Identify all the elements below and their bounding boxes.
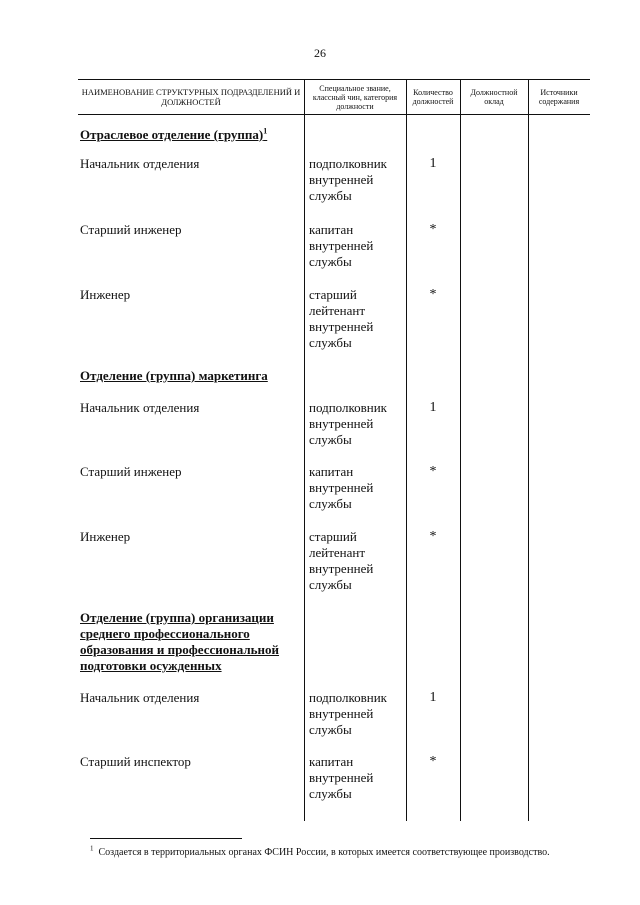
position-name: Начальник отделения [80,690,200,705]
section-title: Отделение (группа) маркетинга [80,368,268,383]
position-name: Начальник отделения [80,400,200,415]
position-count: * [429,222,437,237]
position-count: 1 [429,690,437,705]
position-count: * [429,529,437,544]
header-count-column: Количество должностей [412,88,454,106]
rank-text: старший лейтенант внутренней службы [309,287,374,350]
position-count: * [429,464,437,479]
footnote-mark: 1 [263,126,268,136]
position-count: * [429,754,437,769]
rank-text: старший лейтенант внутренней службы [309,529,374,592]
rank-text: капитан внутренней службы [309,464,374,511]
section-title: Отраслевое отделение (группа)$^1$ [80,126,268,142]
header-rank-column: Специальное звание, классный чин, категория должности [312,83,398,111]
rank-text: капитан внутренней службы [309,222,374,269]
footnote [90,846,600,860]
rank-text: капитан внутренней службы [309,754,374,801]
position-name: Старший инженер [80,464,182,479]
position-name: Инженер [80,529,131,544]
rank-text: подполковник внутренней службы [309,156,387,203]
page-number: 26 [314,46,326,60]
position-count: 1 [429,156,437,171]
header-name-column: НАИМЕНОВАНИЕ СТРУКТУРНЫХ ПОДРАЗДЕЛЕНИЙ И ДОЛЖНОСТЕЙ [81,87,301,107]
position-name: Старший инспектор [80,754,191,769]
rank-text: подполковник внутренней службы [309,400,387,447]
column-divider-salary-source [528,79,529,821]
position-name: Инженер [80,287,131,302]
rank-text: подполковник внутренней службы [309,690,387,737]
table-header-bottom-border [78,114,590,115]
position-count: * [429,287,437,302]
column-divider-name-rank [304,79,305,821]
position-name: Начальник отделения [80,156,200,171]
position-count: 1 [429,400,437,415]
footnote-mark: 1 [90,844,94,853]
footnote-separator [90,838,242,839]
position-name: Старший инженер [80,222,182,237]
header-source-column: Источники содержания [538,88,580,106]
section-title: Отделение (группа) организации среднего профессионального образования и профессиональной подготовки осужденных [80,610,280,673]
column-divider-rank-count [406,79,407,821]
column-divider-count-salary [460,79,461,821]
footnote-text: Создается в территориальных органах ФСИН России, в которых имеется соответствующее производство. [98,847,550,858]
header-salary-column: Должностной оклад [470,88,518,106]
